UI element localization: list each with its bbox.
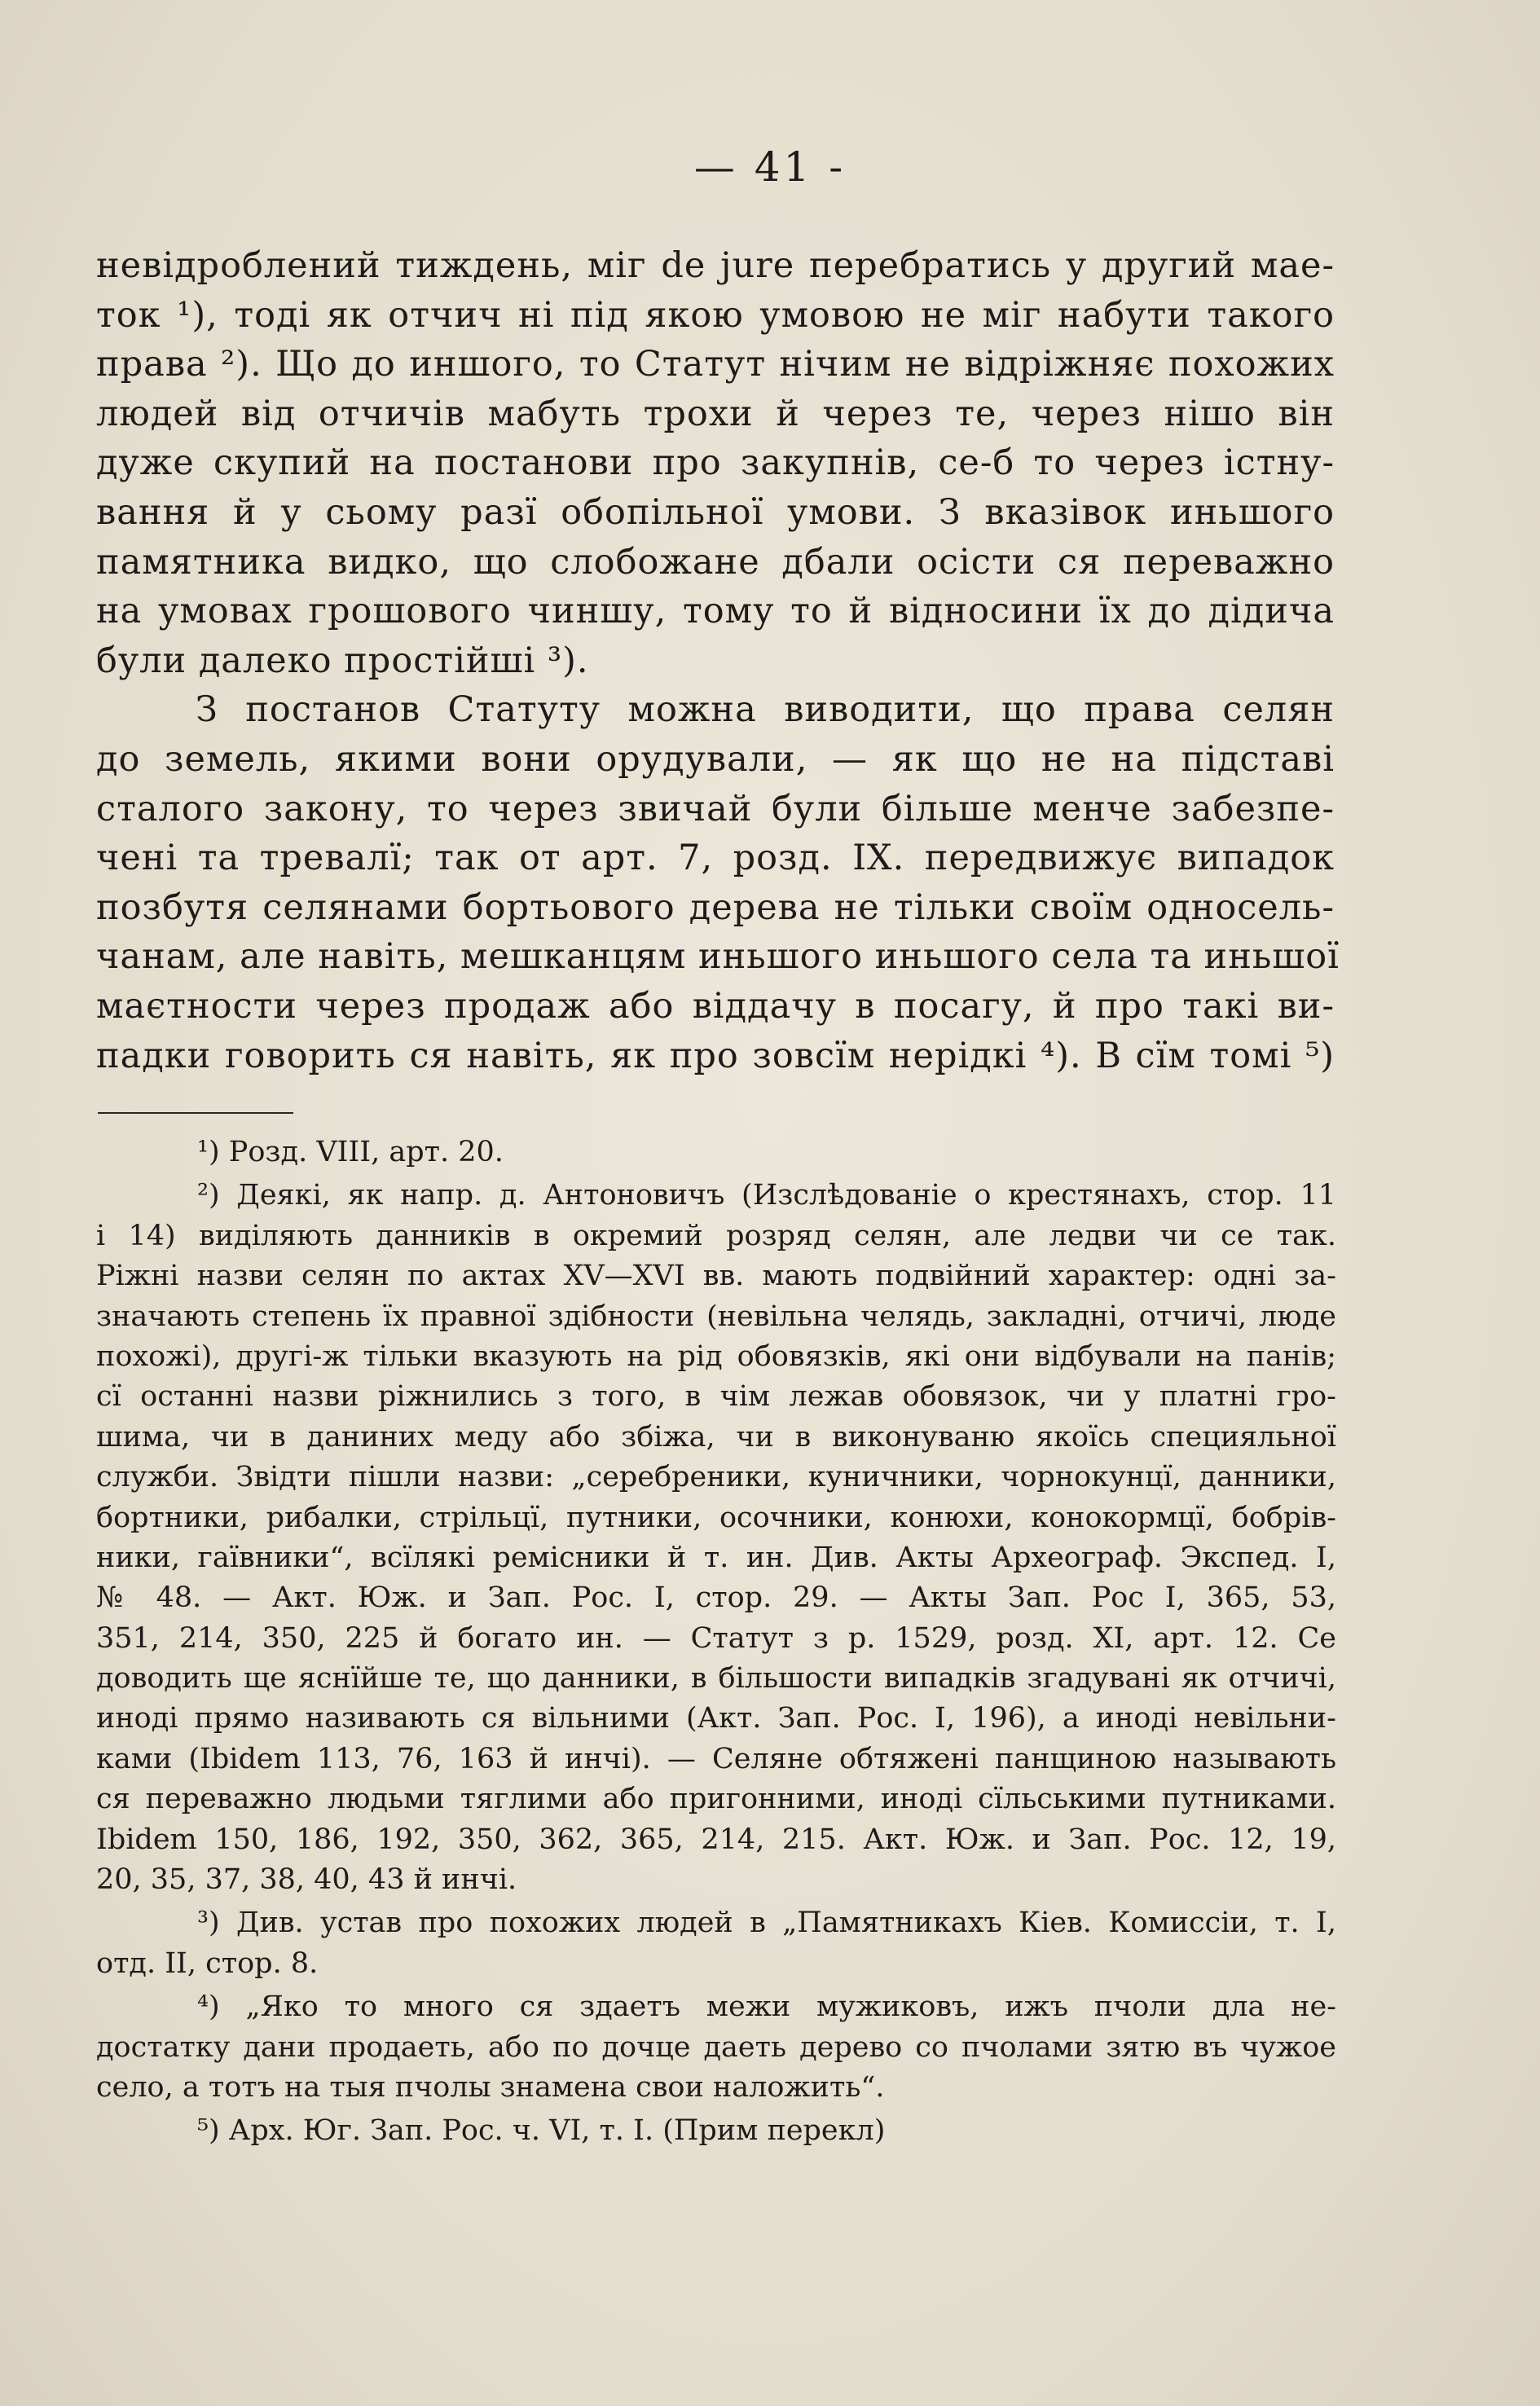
footnote-line: ками (Ibidem 113, 76, 163 й инчі). — Селяне обтяжені панщиною называють (96, 1742, 1336, 1775)
text-line: падки говорить ся навіть, як про зовсїм нерідкі ⁴). В сїм томі ⁵) (96, 1035, 1335, 1076)
footnote-line: № 48. — Акт. Юж. и Зап. Рос. I, стор. 29. — Акты Зап. Рос I, 365, 53, (96, 1581, 1336, 1615)
footnote-line: і 14) виділяють данників в окремий розряд селян, але ледви чи се так. (96, 1219, 1336, 1252)
footnote-line: ся переважно людьми тяглими або пригонними, иноді сїльськими путниками. (96, 1783, 1336, 1816)
footnote-line: бортники, рибалки, стрільцї, путники, осочники, конюхи, конокормцї, бобрів- (96, 1501, 1336, 1534)
text-line: ток ¹), тоді як отчич ні під якою умовою не міг набути такого (96, 294, 1335, 336)
footnote-line: значають степень їх правної здібности (невільна челядь, закладні, отчичі, люде (96, 1300, 1336, 1333)
footnote-line: 351, 214, 350, 225 й богато ин. — Статут з р. 1529, розд. XI, арт. 12. Се (96, 1621, 1336, 1655)
text-line: маєтности через продаж або віддачу в посагу, й про такі ви- (96, 985, 1335, 1027)
footnote-line: ⁵) Арх. Юг. Зап. Рос. ч. VI, т. I. (Прим перекл) (197, 2114, 886, 2148)
text-line: дуже скупий на постанови про закупнів, се-б то через істну- (96, 442, 1335, 484)
footnote-line: отд. II, стор. 8. (96, 1946, 319, 1980)
text-line: позбутя селянами бортьового дерева не тільки своїм односель- (96, 886, 1335, 928)
footnote-line: Ibidem 150, 186, 192, 350, 362, 365, 214, 215. Акт. Юж. и Зап. Рос. 12, 19, (96, 1823, 1336, 1856)
footnote-line: служби. Звідти пішли назви: „серебреники, куничники, чорнокунцї, данники, (96, 1461, 1336, 1494)
footnote-line: ники, гаївники“, всїлякі ремісники й т. ин. Див. Акты Археограф. Экспед. I, (96, 1541, 1336, 1574)
text-line: були далеко простійші ³). (96, 640, 589, 681)
footnote-line: Ріжні назви селян по актах XV—XVI вв. мають подвійний характер: одні за- (96, 1260, 1336, 1293)
text-line: права ²). Що до иншого, то Статут нічим не відріжняє похожих (96, 344, 1335, 385)
text-line: чені та тревалї; так от арт. 7, розд. IX. передвижує випадок (96, 838, 1335, 879)
footnote-line: ¹) Розд. VIII, арт. 20. (197, 1136, 504, 1168)
text-line: сталого закону, то через звичай були більше менче забезпе- (96, 788, 1335, 829)
footnote-separator (98, 1112, 293, 1114)
text-line: вання й у сьому разї обопільної умови. З вказівок иньшого (96, 491, 1335, 533)
footnote-line: иноді прямо називають ся вільними (Акт. Зап. Рос. I, 196), а иноді невільни- (96, 1702, 1336, 1735)
footnote-line: село, а тотъ на тыя пчолы знамена свои наложить“. (96, 2070, 885, 2104)
footnote-line: ⁴) „Яко то много ся здаетъ межи мужиковъ, ижъ пчоли дла не- (197, 1990, 1336, 2024)
text-line: З постанов Статуту можна виводити, що права селян (196, 689, 1335, 731)
text-line: на умовах грошового чиншу, тому то й відносини їх до дідича (96, 591, 1335, 632)
text-line: до земель, якими вони орудували, — як що не на підставі (96, 738, 1335, 780)
page-number: — 41 - (693, 143, 847, 191)
footnote-line: 20, 35, 37, 38, 40, 43 й инчі. (96, 1863, 517, 1897)
footnote-line: доводить ще яснїйше те, що данники, в більшости випадків згадувані як отчичі, (96, 1662, 1336, 1696)
text-line: невідроблений тиждень, міг de jure перебратись у другий мае- (96, 245, 1335, 286)
footnote-line: похожі), другі-ж тільки вказують на рід обовязків, які они відбували на панів; (96, 1339, 1336, 1373)
text-line: людей від отчичів мабуть трохи й через те, через нішо він (96, 393, 1335, 434)
footnote-line: ³) Див. устав про похожих людей в „Памятникахъ Кіев. Комиссіи, т. I, (197, 1907, 1336, 1940)
footnote-line: достатку дани продаеть, або по дочце даеть дерево со пчолами зятю въ чужое (96, 2030, 1336, 2064)
text-line: чанам, але навіть, мешканцям иньшого иньшого села та иньшої (96, 936, 1340, 978)
text-line: памятника видко, що слобожане дбали осісти ся переважно (96, 541, 1335, 583)
footnote-line: сї останні назви ріжнились з того, в чім лежав обовязок, чи у платні гро- (96, 1380, 1336, 1414)
footnote-line: шима, чи в даниних меду або збіжа, чи в виконуваню якоїсь специяльної (96, 1420, 1336, 1454)
footnote-line: ²) Деякі, як напр. д. Антоновичъ (Изслѣдованіе о крестянахъ, стор. 11 (197, 1179, 1336, 1212)
main-text-block (96, 241, 1340, 1080)
footnotes-block (96, 1133, 1336, 2152)
